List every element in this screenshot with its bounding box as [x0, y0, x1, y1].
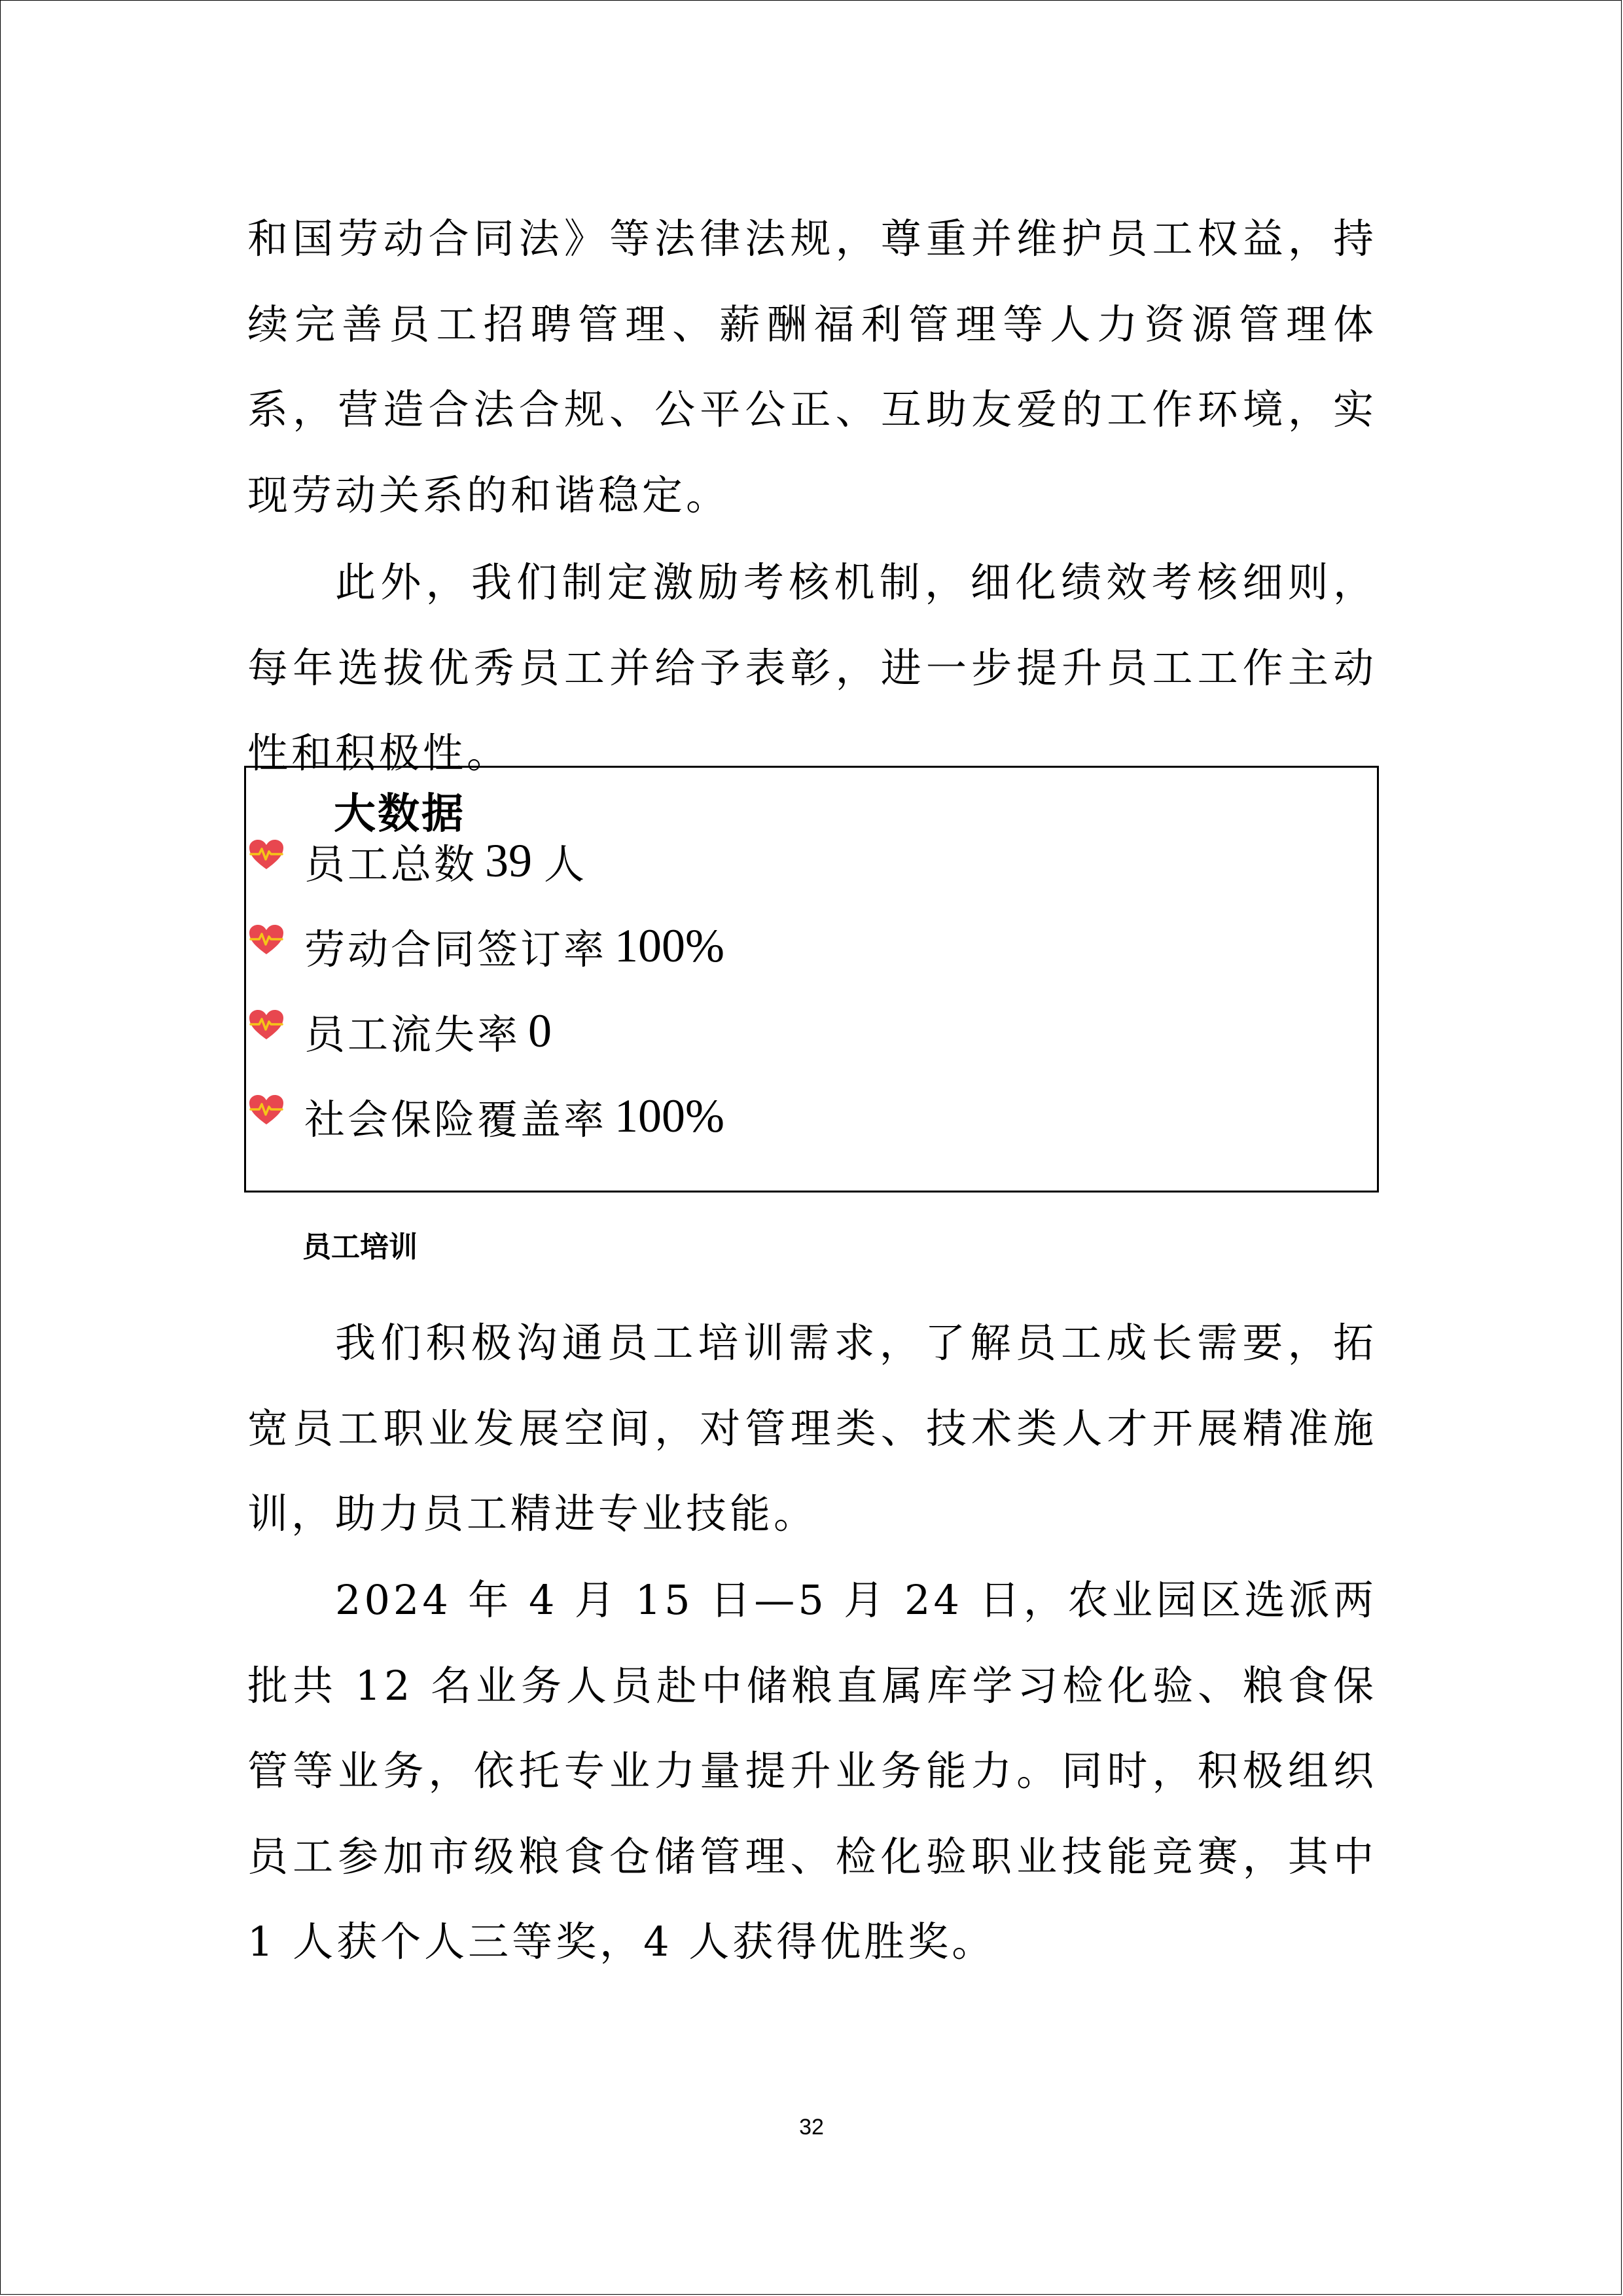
stat-value: 0 [528, 1004, 552, 1057]
stat-label: 员工总数 [304, 840, 478, 888]
stat-row-contract-rate [248, 910, 724, 982]
paragraph-incentive: 此外，我们制定激励考核机制，细化绩效考核细则，每年选拔优秀员工并给予表彰，进一步提升员工工作主动性和积极性。 [247, 558, 1377, 777]
stat-label: 社会保险覆盖率 [304, 1095, 607, 1143]
bigdata-title: 大数据 [334, 789, 465, 838]
stat-value: 39 [485, 834, 533, 887]
section-heading-training: 员工培训 [302, 1230, 418, 1264]
stat-value: 100% [615, 1089, 724, 1142]
stat-row-insurance-rate [248, 1080, 724, 1152]
heart-pulse-icon [248, 924, 285, 956]
stat-value: 100% [615, 919, 724, 972]
heart-pulse-icon [248, 838, 285, 871]
stat-unit: 人 [544, 840, 588, 888]
stat-label: 劳动合同签订率 [304, 925, 607, 973]
heart-pulse-icon [248, 1094, 285, 1126]
paragraph-training-events: 2024 年 4 月 15 日—5 月 24 日，农业园区选派两批共 12 名业务人员赴中储粮直属库学习检化验、粮食保管等业务，依托专业力量提升业务能力。同时，积极组织员工参加市级粮食仓储管理、检化验职业技能竞赛，其中 1 人获个人三等奖，4 人获得优胜奖。 [247, 1576, 1377, 1965]
page-number: 32 [799, 2115, 824, 2140]
paragraph-training-needs: 我们积极沟通员工培训需求，了解员工成长需要，拓宽员工职业发展空间，对管理类、技术类人才开展精准施训，助力员工精进专业技能。 [247, 1319, 1377, 1537]
heart-pulse-icon [248, 1009, 285, 1041]
paragraph-labor-law: 和国劳动合同法》等法律法规，尊重并维护员工权益，持续完善员工招聘管理、薪酬福利管理等人力资源管理体系，营造合法合规、公平公正、互助友爱的工作环境，实现劳动关系的和谐稳定。 [247, 215, 1377, 519]
stat-row-total-staff [248, 825, 587, 897]
stat-label: 员工流失率 [304, 1010, 521, 1058]
stat-row-turnover-rate [248, 995, 552, 1067]
